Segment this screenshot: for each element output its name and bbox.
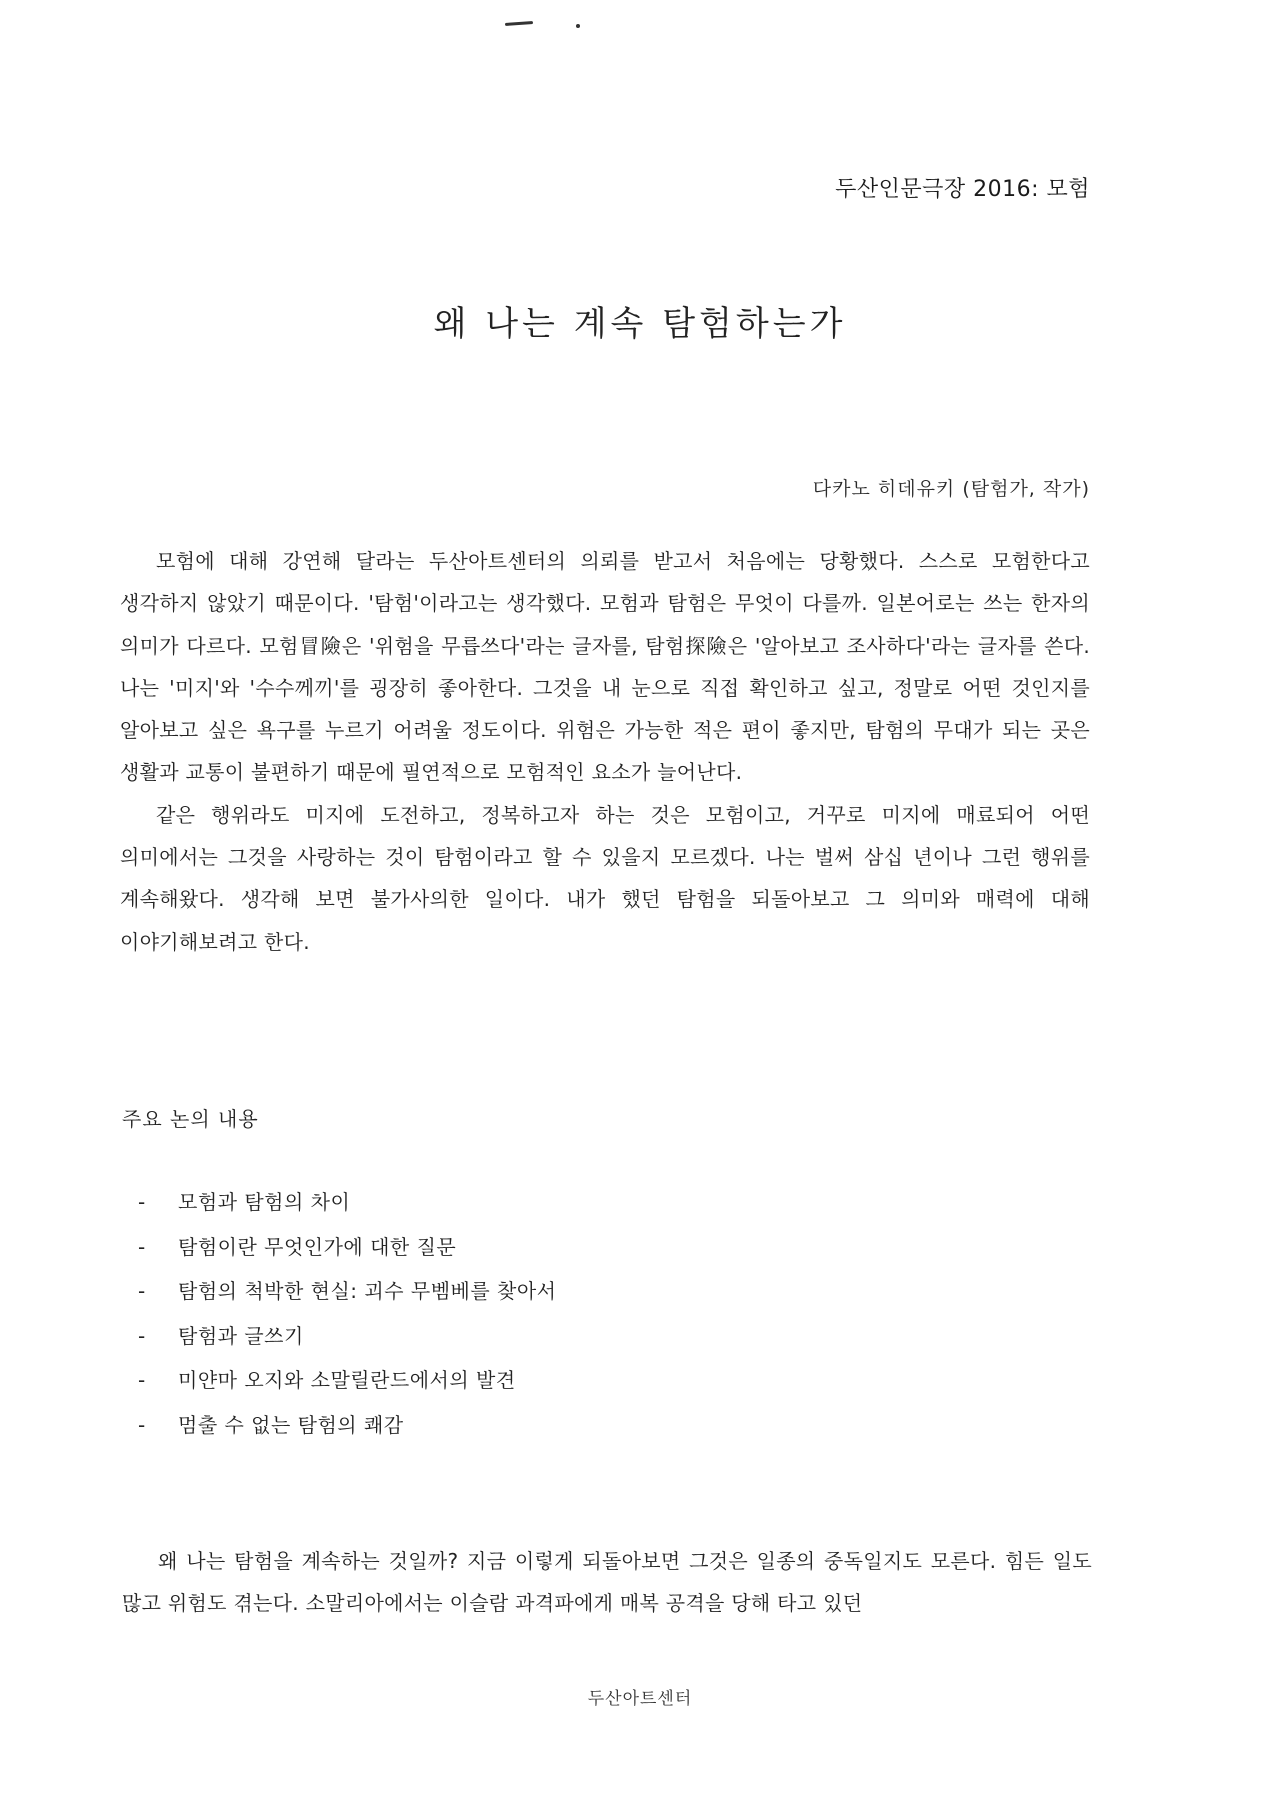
- topics-list: [138, 1187, 556, 1455]
- list-bullet: -: [138, 1279, 146, 1304]
- list-bullet: -: [138, 1412, 146, 1437]
- scan-artifact-dot: [576, 24, 580, 28]
- author-line: 다카노 히데유키 (탐험가, 작가): [812, 478, 1090, 500]
- list-item-text: 탐험이란 무엇인가에 대한 질문: [178, 1234, 457, 1259]
- intro-section: [120, 540, 1090, 963]
- series-header: 두산인문극장 2016: 모험: [835, 177, 1090, 202]
- list-item-text: 멈출 수 없는 탐험의 쾌감: [178, 1412, 404, 1437]
- list-bullet: -: [138, 1368, 146, 1393]
- list-bullet: -: [138, 1234, 146, 1259]
- closing-paragraph: 왜 나는 탐험을 계속하는 것일까? 지금 이렇게 되돌아보면 그것은 일종의 중독일지도 모른다. 힘든 일도 많고 위험도 겪는다. 소말리아에서는 이슬람 과격파에게 매복 공격을 당해 타고 있던: [122, 1549, 1092, 1615]
- list-item-text: 미얀마 오지와 소말릴란드에서의 발견: [178, 1368, 516, 1393]
- list-item: [138, 1232, 556, 1277]
- list-item-text: 모험과 탐험의 차이: [178, 1190, 351, 1214]
- list-bullet: -: [138, 1190, 146, 1214]
- list-bullet: -: [138, 1323, 146, 1348]
- closing-section: [122, 1540, 1092, 1624]
- intro-paragraph: 모험에 대해 강연해 달라는 두산아트센터의 의뢰를 받고서 처음에는 당황했다. 스스로 모험한다고 생각하지 않았기 때문이다. '탐험'이라고는 생각했다. 모험과 탐험은 무엇이 다를까. 일본어로는 쓰는 한자의 의미가 다르다. 모험冒險은 '위험을 무릅쓰다'라는 글자를, 탐험探險은 '알아보고 조사하다'라는 글자를 쓴다. 나는 '미지'와 '수수께끼'를 굉장히 좋아한다. 그것을 내 눈으로 직접 확인하고 싶고, 정말로 어떤 것인지를 알아보고 싶은 욕구를 누르기 어려울 정도이다. 위험은 가능한 적은 편이 좋지만, 탐험의 무대가 되는 곳은 생활과 교통이 불편하기 때문에 필연적으로 모험적인 요소가 늘어난다.: [120, 549, 1090, 785]
- list-item-text: 탐험과 글쓰기: [178, 1323, 304, 1348]
- list-item: [138, 1187, 556, 1232]
- scan-artifact-mark: [505, 21, 533, 26]
- list-item: [138, 1365, 556, 1410]
- document-title: 왜 나는 계속 탐험하는가: [433, 304, 847, 344]
- list-item: [138, 1276, 556, 1321]
- list-item-text: 탐험의 척박한 현실: 괴수 무벰베를 찾아서: [178, 1279, 557, 1304]
- list-item: [138, 1321, 556, 1366]
- intro-paragraph: 같은 행위라도 미지에 도전하고, 정복하고자 하는 것은 모험이고, 거꾸로 미지에 매료되어 어떤 의미에서는 그것을 사랑하는 것이 탐험이라고 할 수 있을지 모르겠다. 나는 벌써 삼십 년이나 그런 행위를 계속해왔다. 생각해 보면 불가사의한 일이다. 내가 했던 탐험을 되돌아보고 그 의미와 매력에 대해 이야기해보려고 한다.: [120, 802, 1090, 954]
- topics-heading: 주요 논의 내용: [122, 1107, 259, 1131]
- page-footer: 두산아트센터: [587, 1689, 693, 1709]
- list-item: [138, 1410, 556, 1455]
